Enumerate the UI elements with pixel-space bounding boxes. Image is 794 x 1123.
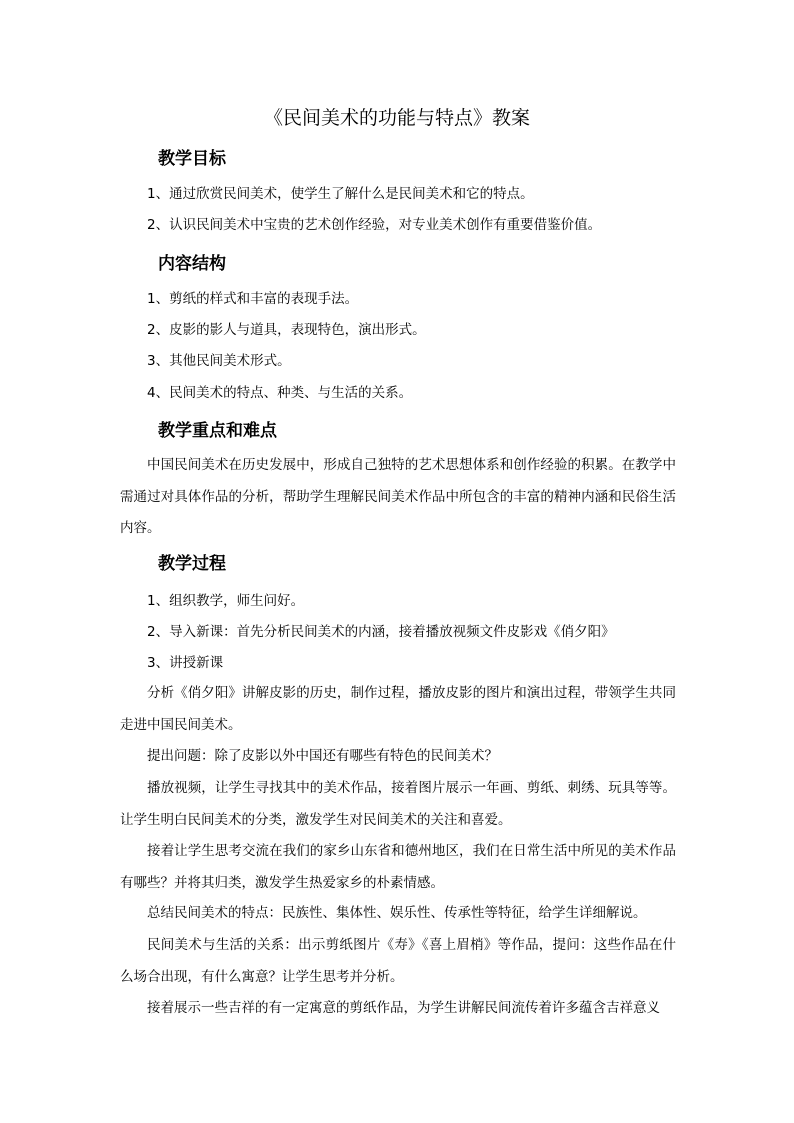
section-heading-structure: 内容结构: [158, 254, 226, 274]
objective-item: 2、认识民间美术中宝贵的艺术创作经验，对专业美术创作有重要借鉴价值。: [147, 217, 602, 233]
structure-item: 2、皮影的影人与道具，表现特色，演出形式。: [147, 322, 426, 338]
process-item: 2、导入新课：首先分析民间美术的内涵，接着播放视频文件皮影戏《俏夕阳》: [147, 624, 615, 640]
process-paragraph: 提出问题：除了皮影以外中国还有哪些有特色的民间美术？: [147, 748, 498, 764]
section-heading-keypoints: 教学重点和难点: [158, 421, 277, 441]
process-paragraph: 分析《俏夕阳》讲解皮影的历史，制作过程，播放皮影的图片和演出过程，带领学生共同走进中国民间美术。: [120, 685, 676, 733]
process-item: 1、组织教学，师生问好。: [147, 593, 305, 609]
process-item: 3、讲授新课: [147, 655, 224, 671]
process-paragraph: 接着让学生思考交流在我们的家乡山东省和德州地区，我们在日常生活中所见的美术作品有哪些？并将其归类，激发学生热爱家乡的朴素情感。: [120, 843, 676, 891]
process-paragraph: 民间美术与生活的关系：出示剪纸图片《寿》《喜上眉梢》等作品，提问：这些作品在什么场合出现，有什么寓意？让学生思考并分析。: [120, 937, 676, 985]
keypoints-paragraph: 中国民间美术在历史发展中，形成自己独特的艺术思想体系和创作经验的积累。在教学中需通过对具体作品的分析，帮助学生理解民间美术作品中所包含的丰富的精神内涵和民俗生活内容。: [120, 457, 676, 536]
section-heading-objectives: 教学目标: [158, 149, 226, 169]
structure-item: 4、民间美术的特点、种类、与生活的关系。: [147, 385, 413, 401]
structure-item: 1、剪纸的样式和丰富的表现手法。: [147, 291, 359, 307]
process-paragraph: 总结民间美术的特点：民族性、集体性、娱乐性、传承性等特征，给学生详细解说。: [147, 905, 647, 921]
process-paragraph: 接着展示一些吉祥的有一定寓意的剪纸作品，为学生讲解民间流传着许多蕴含吉祥意义: [147, 1000, 660, 1016]
section-heading-process: 教学过程: [158, 554, 226, 574]
structure-item: 3、其他民间美术形式。: [147, 353, 291, 369]
objective-item: 1、通过欣赏民间美术，使学生了解什么是民间美术和它的特点。: [147, 186, 534, 202]
process-paragraph: 播放视频，让学生寻找其中的美术作品，接着图片展示一年画、剪纸、刺绣、玩具等等。让学生明白民间美术的分类，激发学生对民间美术的关注和喜爱。: [120, 780, 676, 828]
document-title: 《民间美术的功能与特点》教案: [263, 107, 530, 129]
